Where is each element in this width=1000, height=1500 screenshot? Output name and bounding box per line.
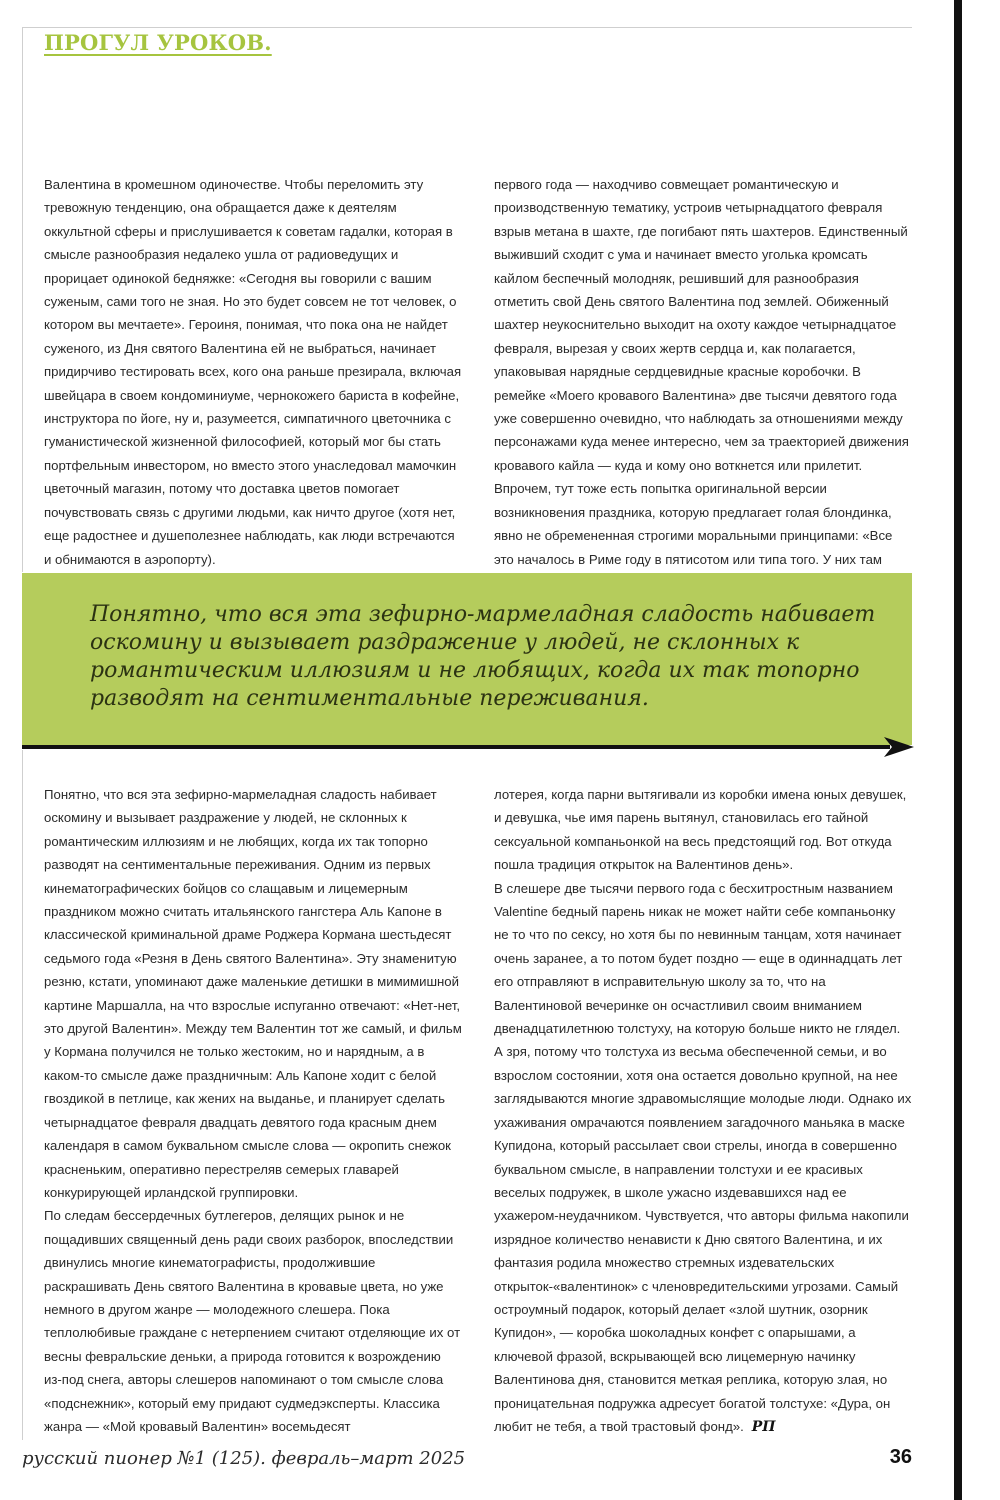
column-bottom-left bbox=[44, 783, 462, 1438]
section-title: ПРОГУЛ УРОКОВ. bbox=[44, 30, 272, 55]
frame-line-left-upper bbox=[22, 27, 23, 572]
frame-line-top bbox=[22, 27, 912, 28]
column-top-right bbox=[494, 173, 912, 594]
pull-quote-box bbox=[22, 573, 912, 745]
paragraph-with-end bbox=[494, 877, 912, 1440]
paragraph: По следам бессердечных бутлегеров, делящих рынок и не пощадивших священный день ради своих разборок, впоследствии двинулись многие кинематографисты, продолжившие раскрашивать День святого Валентина в кровавые цвета, но уже немного в другом жанре — молодежного слешера. Пока теплолюбивые граждане с нетерпением считают отделяющие их от весны февральские деньки, а природа готовится к возрождению из-под снега, авторы слешеров напоминают о том смысле слова «подснежник», который ему придают судмедэксперты. Классика жанра — «Мой кровавый Валентин» восемьдесят bbox=[44, 1208, 461, 1434]
paragraph: Валентина в кромешном одиночестве. Чтобы переломить эту тревожную тенденцию, она обращается даже к деятелям оккультной сферы и прислушивается к советам гадалки, которая в смысле разнообразия недалеко ушла от радиоведущих и прорицает одинокой бедняжке: «Сегодня вы говорили с вашим суженым, сами того не зная. Но это будет совсем не тот человек, о котором вы мечтаете». Героиня, понимая, что пока она не найдет суженого, из Дня святого Валентина ей не выбраться, начинает придирчиво тестировать всех, кого она раньше презирала, включая швейцара в своем кондоминиуме, чернокожего бариста в кофейне, инструктора по йоге, ну и, разумеется, симпатичного цветочника с гуманистической жизненной философией, который мог бы стать портфельным инвестором, но вместо этого унаследовал мамочкин цветочный магазин, потому что доставка цветов помогает почувствовать связь с другими людьми, как ничто другое (хотя нет, еще радостнее и душеполезнее наблюдать, как люди встречаются и обнимаются в аэропорту). bbox=[44, 177, 462, 567]
paragraph: первого года — находчиво совмещает романтическую и производственную тематику, устроив четырнадцатого февраля взрыв метана в шахте, где погибают пять шахтеров. Единственный выживший сходит с ума и начинает вместо уголька кромсать кайлом беспечный молодняк, решивший для разнообразия отметить свой День святого Валентина под землей. Обиженный шахтер неукоснительно выходит на охоту каждое четырнадцатое февраля, вырезая у своих жертв сердца и, как полагается, упаковывая нарядные сердцевидные красные коробочки. В ремейке «Моего кровавого Валентина» две тысячи девятого года уже совершенно очевидно, что наблюдать за отношениями между персонажами куда менее интересно, чем за траекторией движения кровавого кайла — куда и кому оно воткнется или прилетит. Впрочем, тут тоже есть попытка оригинальной версии возникновения праздника, которую предлагает голая блондинка, явно не обремененная строгими моральными принципами: «Все это началось в Риме году в пятисотом или типа того. У них там bbox=[494, 177, 909, 567]
column-top-left bbox=[44, 173, 462, 571]
footer-magazine-issue: русский пионер №1 (125). февраль–март 2025 bbox=[22, 1448, 466, 1469]
frame-line-left-lower bbox=[22, 750, 23, 1440]
paragraph-text: В слешере две тысячи первого года с бесхитростным названием Valentine бедный парень никак не может найти себе компаньонку не то что по сексу, но хотя бы по невинным танцам, хотя начинает очень заранее, а то потом будет поздно — еще в одиннадцать лет его отправляют в исправительную школу за то, что на Валентиновой вечеринке он осчастливил своим вниманием двенадцатилетнюю толстуху, на которую больше никто не глядел. А зря, потому что толстуха из весьма обеспеченной семьи, и во взрослом состоянии, хотя она остается довольно крупной, на нее заглядываются многие здравомыслящие молодые люди. Однако их ухаживания омрачаются появлением загадочного маньяка в маске Купидона, который рассылает свои стрелы, иногда в совершенно буквальном смысле, в направлении толстухи и ее красивых веселых подружек, в школе ужасно издевавшихся над ее ухажером-неудачником. Чувствуется, что авторы фильма накопили изрядное количество ненависти к Дню святого Валентина, и их фантазия родила множество стремных издевательских открыток-«валентинок» с членовредительскими угрозами. Самый остроумный подарок, который делает «злой шутник, озорник Купидон», — коробка шоколадных конфет с опарышами, а ключевой фразой, вскрывающей всю лицемерную начинку Валентинова дня, становится меткая реплика, которую злая, но проницательная подружка адресует богатой толстухе: «Дура, он любит не тебя, а твой трастовый фонд». bbox=[494, 880, 912, 1434]
arrow-right-icon bbox=[22, 736, 914, 758]
page-number: 36 bbox=[889, 1446, 912, 1468]
paragraph: лотерея, когда парни вытягивали из коробки имена юных девушек, и девушка, чье имя парень вытянул, становилась его тайной сексуальной компаньонкой на весь предстоящий год. Вот откуда пошла традиция открыток на Валентинов день». bbox=[494, 787, 907, 873]
page-edge-bar bbox=[954, 0, 962, 1500]
pull-quote-text: Понятно, что вся эта зефирно-мармеладная сладость набивает оскомину и вызывает раздражение у людей, не склонных к романтическим иллюзиям и не любящих, когда их так топорно разводят на сентиментальные переживания. bbox=[90, 602, 876, 711]
column-bottom-right bbox=[494, 783, 912, 1439]
paragraph: Понятно, что вся эта зефирно-мармеладная сладость набивает оскомину и вызывает раздражение у людей, не склонных к романтическим иллюзиям и не любящих, когда их так топорно разводят на сентиментальные переживания. Одним из первых кинематографических бойцов со слащавым и лицемерным праздником можно считать итальянского гангстера Аль Капоне в классической криминальной драме Роджера Кормана шестьдесят седьмого года «Резня в День святого Валентина». Эту знаменитую резню, кстати, упоминают даже маленькие детишки в мимимишной картине Маршалла, на что взрослые испуганно отвечают: «Нет-нет, это другой Валентин». Между тем Валентин тот же самый, и фильм у Кормана получился не только жестоким, но и нарядным, а в каком-то смысле даже праздничным: Аль Капоне ходит с белой гвоздикой в петлице, как жених на выданье, и планирует сделать четырнадцатое февраля двадцать девятого года красным днем календаря в самом буквальном смысле слова — окропить снежок красненьким, оперативно перестреляв семерых главарей конкурирующей ирландской группировки. bbox=[44, 787, 462, 1200]
arrow-line bbox=[22, 745, 890, 749]
end-mark-logo-icon: РП bbox=[751, 1418, 776, 1435]
